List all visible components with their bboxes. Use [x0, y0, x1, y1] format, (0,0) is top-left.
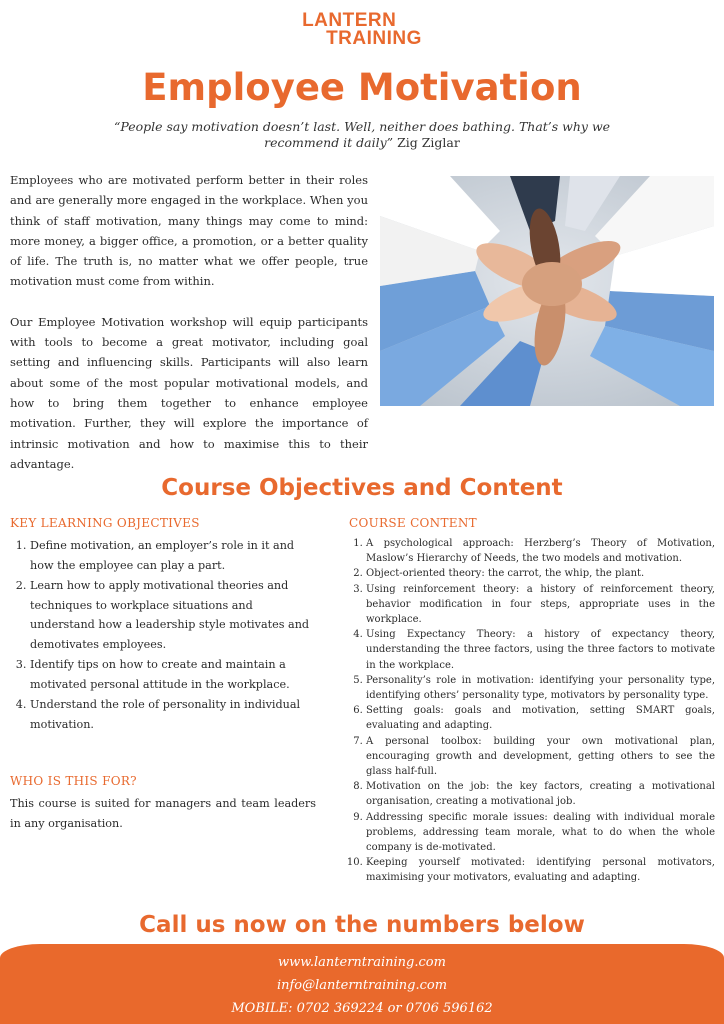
content-item: 3. Using reinforcement theory: a history of reinforcement theory, behavior modification in four steps, appropriate uses in the workplace. [366, 582, 715, 628]
call-to-action: Call us now on the numbers below [139, 912, 585, 938]
quote-text: “People say motivation doesn’t last. Well, neither does bathing. That’s why we recommend it daily” [113, 119, 611, 150]
content-item: 10. Keeping yourself motivated: identifying personal motivators, maximising your motivators, evaluating and adapting. [366, 855, 715, 885]
logo-line-2: TRAINING [326, 28, 422, 49]
objective-item: 2. Learn how to apply motivational theories and techniques to workplace situations and understand how a leadership style motivates and demotivates employees. [30, 576, 320, 654]
content-item: 1. A psychological approach: Herzberg’s Theory of Motivation, Maslow’s Hierarchy of Needs, the two models and motivation. [366, 536, 715, 566]
content-item: 5. Personality’s role in motivation: identifying your personality type, identifying others’ personality type, motivators by personality type. [366, 673, 715, 703]
objective-item: 3. Identify tips on how to create and maintain a motivated personal attitude in the workplace. [30, 655, 320, 694]
intro-paragraph-1: Employees who are motivated perform better in their roles and are generally more engaged in the workplace. When you think of staff motivation, many things may come to mind: more money, a bigger office, a promotion, or a better quality of life. The truth is, no matter what we offer people, true motivation must come from within. [10, 173, 368, 289]
objectives-heading: KEY LEARNING OBJECTIVES [10, 516, 200, 530]
content-item: 2. Object-oriented theory: the carrot, the whip, the plant. [366, 566, 715, 581]
intro-text [10, 170, 368, 494]
company-logo [0, 12, 724, 48]
intro-paragraph-2: Our Employee Motivation workshop will equip participants with tools to become a great motivator, including goal setting and influencing skills. Participants will also learn about some of the most popular motivational models, and how to bring them together to enhance employee motivation. Further, they will explore the importance of intrinsic motivation and how to maximise this to their advantage. [10, 314, 368, 471]
content-list [349, 536, 715, 886]
team-hands-photo [380, 176, 714, 406]
content-item: 4. Using Expectancy Theory: a history of expectancy theory, understanding the three factors, using the three factors to motivate in the workplace. [366, 627, 715, 673]
quote [110, 119, 614, 151]
email-link[interactable]: info@lanterntraining.com [276, 978, 448, 993]
audience-heading: WHO IS THIS FOR? [10, 774, 137, 788]
content-item: 6. Setting goals: goals and motivation, setting SMART goals, evaluating and adapting. [366, 703, 715, 733]
mobile-numbers: MOBILE: 0702 369224 or 0706 596162 [231, 1001, 493, 1016]
content-column [349, 516, 715, 886]
audience-section [10, 774, 316, 834]
objective-item: 4. Understand the role of personality in individual motivation. [30, 695, 320, 734]
page-title: Employee Motivation [142, 66, 582, 109]
objectives-list [10, 536, 320, 734]
audience-text: This course is suited for managers and team leaders in any organisation. [10, 797, 316, 830]
hands-illustration [380, 176, 714, 406]
quote-author: Zig Ziglar [397, 135, 460, 150]
content-heading: COURSE CONTENT [349, 516, 477, 530]
content-item: 7. A personal toolbox: building your own motivational plan, encouraging growth and development, getting others to see the glass half-full. [366, 734, 715, 780]
content-item: 9. Addressing specific morale issues: dealing with individual morale problems, addressing team morale, what to do when the whole company is de-motivated. [366, 810, 715, 856]
website-link[interactable]: www.lanterntraining.com [278, 955, 446, 970]
logo-line-1: LANTERN [302, 10, 397, 31]
section-title: Course Objectives and Content [161, 475, 563, 501]
objective-item: 1. Define motivation, an employer’s role in it and how the employee can play a part. [30, 536, 320, 575]
objectives-column [10, 516, 320, 735]
content-item: 8. Motivation on the job: the key factors, creating a motivational organisation, creating a motivational job. [366, 779, 715, 809]
contact-footer [0, 944, 724, 1024]
